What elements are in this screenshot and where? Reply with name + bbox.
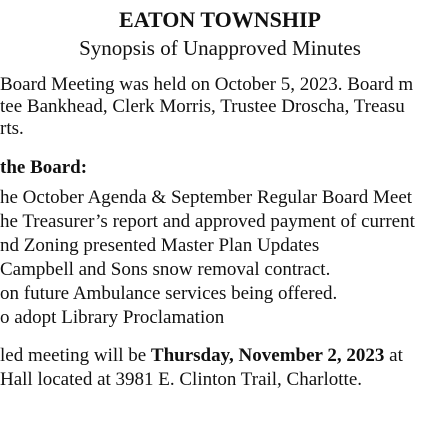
next-meeting-prefix: led meeting will be bbox=[0, 345, 151, 366]
intro-line-2: tee Bankhead, Clerk Morris, Trustee Droscha, Treasu bbox=[0, 96, 405, 117]
action-item-3: nd Zoning presented Master Plan Updates bbox=[0, 235, 320, 256]
action-item-2: he Treasurer’s report and approved payment of current bbox=[0, 211, 415, 232]
next-meeting-line-1 bbox=[0, 345, 403, 367]
next-meeting-line-2: Hall located at 3981 E. Clinton Trail, Charlotte. bbox=[0, 369, 363, 390]
next-meeting-suffix: at bbox=[384, 345, 403, 366]
action-item-6: o adopt Library Proclamation bbox=[0, 307, 225, 328]
page-subtitle: Synopsis of Unapproved Minutes bbox=[79, 36, 361, 60]
intro-line-3: rts. bbox=[0, 118, 24, 139]
section-heading: the Board: bbox=[0, 157, 88, 178]
page-title: EATON TOWNSHIP bbox=[119, 7, 321, 32]
intro-line-1: Board Meeting was held on October 5, 2023. Board m bbox=[0, 74, 414, 95]
next-meeting-date: Thursday, November 2, 2023 bbox=[150, 345, 385, 366]
action-item-1: he October Agenda & September Regular Board Meet bbox=[0, 187, 413, 208]
action-item-5: on future Ambulance services being offered. bbox=[0, 283, 338, 304]
action-item-4: Campbell and Sons snow removal contract. bbox=[0, 259, 331, 280]
